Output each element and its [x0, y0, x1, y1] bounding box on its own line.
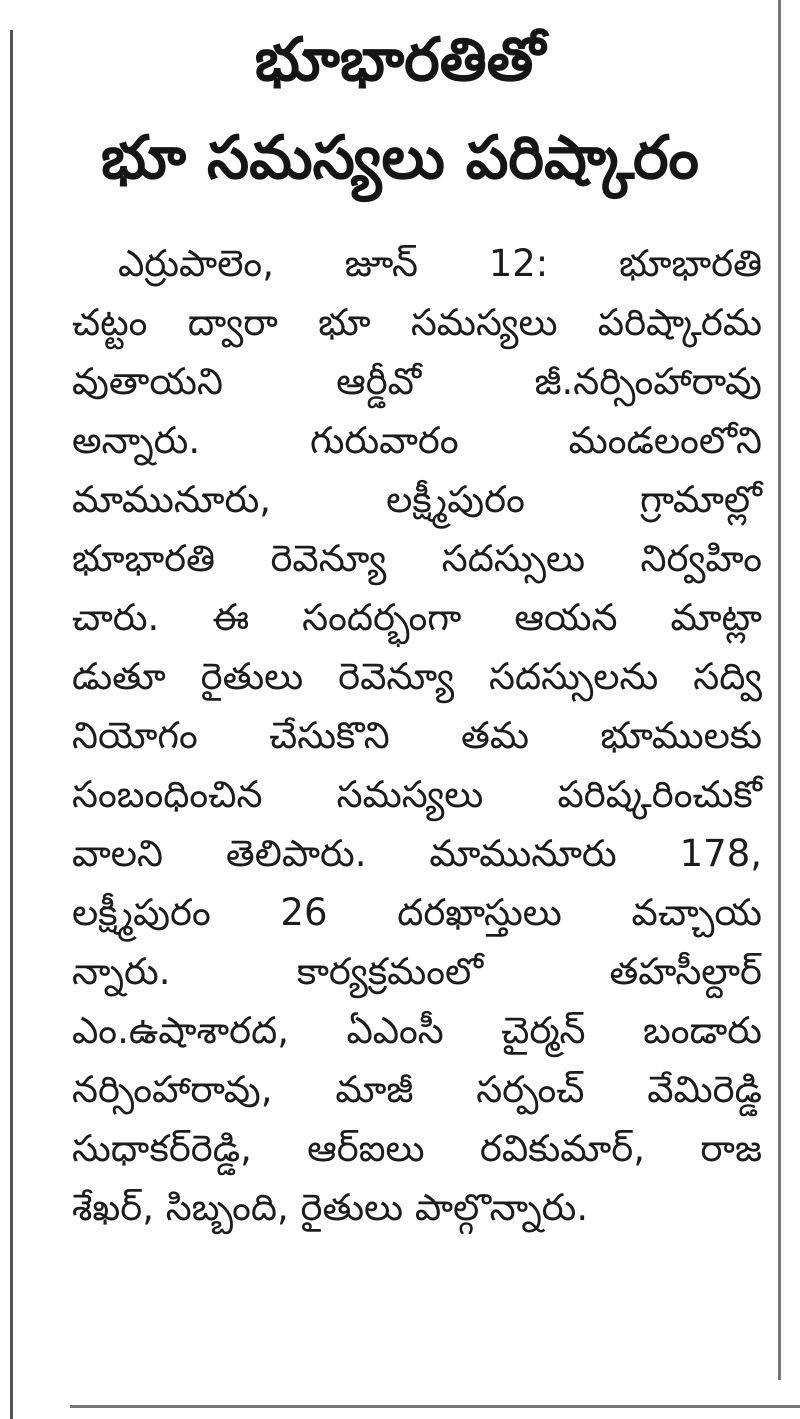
- headline-line-1: భూభారతితో: [254, 25, 546, 95]
- body-line-16: సుధాకర్‌రెడ్డి, ఆర్‌ఐలు రవికుమార్, రాజ: [72, 1127, 762, 1170]
- body-line-14: ఎం.ఉషాశారద, ఏఎంసీ చైర్మన్ బండారు: [72, 1009, 762, 1052]
- body-line-1: ఎర్రుపాలెం, జూన్ 12: భూభారతి: [118, 242, 762, 285]
- body-line-7: చారు. ఈ సందర్భంగా ఆయన మాట్లా: [72, 596, 762, 639]
- body-line-15: నర్సింహారావు, మాజీ సర్పంచ్ వేమిరెడ్డి: [72, 1068, 762, 1111]
- column-rule-right: [778, 0, 781, 1380]
- body-line-10: సంబంధించిన సమస్యలు పరిష్కరించుకో: [72, 773, 762, 816]
- body-line-9: నియోగం చేసుకొని తమ భూములకు: [72, 714, 762, 757]
- headline-line-2: భూ సమస్యలు పరిష్కారం: [101, 123, 699, 193]
- body-line-11: వాలని తెలిపారు. మామునూరు 178,: [72, 832, 762, 875]
- body-line-8: డుతూ రైతులు రెవెన్యూ సదస్సులను సద్వి: [72, 655, 762, 698]
- body-line-3: వుతాయని ఆర్డీవో జీ.నర్సింహారావు: [72, 360, 762, 403]
- body-line-17: శేఖర్, సిబ్బంది, రైతులు పాల్గొన్నారు.: [72, 1186, 589, 1229]
- body-line-6: భూభారతి రెవెన్యూ సదస్సులు నిర్వహిం: [72, 537, 762, 580]
- column-rule-bottom: [70, 1405, 800, 1408]
- body-line-13: న్నారు. కార్యక్రమంలో తహసీల్దార్: [72, 950, 762, 993]
- column-rule-left: [10, 30, 13, 1419]
- body-line-12: లక్ష్మీపురం 26 దరఖాస్తులు వచ్చాయ: [72, 891, 762, 934]
- body-line-4: అన్నారు. గురువారం మండలంలోని: [72, 419, 762, 462]
- body-line-5: మామునూరు, లక్ష్మీపురం గ్రామాల్లో: [72, 478, 762, 521]
- body-line-2: చట్టం ద్వారా భూ సమస్యలు పరిష్కారమ: [72, 301, 762, 344]
